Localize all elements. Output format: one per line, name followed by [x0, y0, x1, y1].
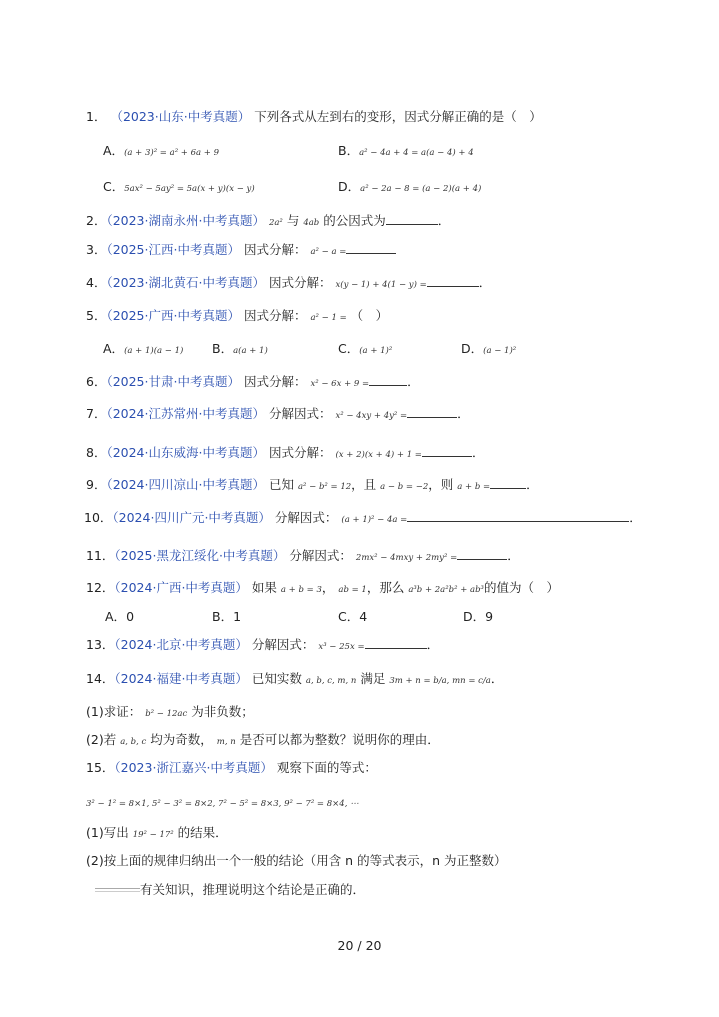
question-14-part-2: (2)若 a, b, c 均为奇数， m, n 是否可以都为整数？说明你的理由． [86, 732, 440, 747]
question-6: 6．（2025·甘肃·中考真题） 因式分解： x² − 6x + 9 = ． [86, 374, 420, 389]
question-15: 15．（2023·浙江嘉兴·中考真题） 观察下面的等式： [86, 760, 377, 775]
question-7: 7．（2024·江苏常州·中考真题） 分解因式： x² − 4xy + 4y² = ． [86, 406, 470, 421]
question-14: 14．（2024·福建·中考真题） 已知实数 a, b, c, m, n 满足 3m + n = b/a, mn = c/a． [86, 671, 504, 686]
question-10: 10．（2024·四川广元·中考真题） 分解因式： (a + 1)² − 4a = ． [84, 510, 642, 525]
answer-blank[interactable] [407, 405, 457, 418]
option-a: A．(a + 3)² = a² + 6a + 9 [103, 143, 220, 158]
question-12: 12．（2024·广西·中考真题） 如果 a + b = 3， ab = 1，那么 a³b + 2a²b² + ab³的值为（ ） [86, 580, 559, 595]
option-b: B．1 [212, 609, 242, 624]
answer-blank[interactable] [407, 509, 629, 522]
option-c: C．4 [338, 609, 368, 624]
option-d: D．(a − 1)² [461, 341, 517, 356]
option-b: B．a² − 4a + 4 = a(a − 4) + 4 [338, 143, 474, 158]
answer-blank[interactable] [365, 636, 427, 649]
question-source: （2023·山东·中考真题） [110, 109, 251, 124]
question-9: 9．（2024·四川凉山·中考真题） 已知 a² − b² = 12，且 a − b = −2，则 a + b = ． [86, 477, 539, 492]
question-8: 8．（2024·山东威海·中考真题） 因式分解： (x + 2)(x + 4) + 1 = ． [86, 445, 485, 460]
question-15-part-3: 有关知识，推理说明这个结论是正确的． [140, 882, 366, 897]
question-1 [86, 108, 542, 126]
scan-artifact [95, 888, 140, 892]
answer-blank[interactable] [386, 212, 438, 225]
answer-blank[interactable] [369, 373, 407, 386]
answer-blank[interactable] [457, 547, 507, 560]
answer-blank[interactable] [490, 476, 526, 489]
option-b: B．a(a + 1) [212, 341, 268, 356]
option-d: D．9 [463, 609, 494, 624]
question-2: 2．（2023·湖南永州·中考真题） 2a² 与 4ab 的公因式为 ． [86, 213, 451, 228]
question-15-formula: 3² − 1² = 8×1, 5² − 3² = 8×2, 7² − 5² = 8×3, 9² − 7² = 8×4, ⋯ [86, 799, 359, 809]
question-11: 11．（2025·黑龙江绥化·中考真题） 分解因式： 2mx² − 4mxy + 2my² = ． [86, 548, 520, 563]
answer-blank[interactable] [346, 241, 396, 254]
option-c: C．(a + 1)² [338, 341, 393, 356]
answer-blank[interactable] [427, 274, 479, 287]
question-number: 1． [86, 109, 107, 124]
option-a: A．0 [105, 609, 135, 624]
question-14-part-1: (1)求证： b² − 12ac 为非负数； [86, 704, 254, 719]
question-13: 13．（2024·北京·中考真题） 分解因式： x³ − 25x = ． [86, 637, 440, 652]
page-number: 20 / 20 [337, 938, 382, 953]
question-text: 下列各式从左到右的变形，因式分解正确的是（ ） [254, 109, 542, 124]
question-4: 4．（2023·湖北黄石·中考真题） 因式分解： x(y − 1) + 4(1 − y) = ． [86, 275, 492, 290]
option-d: D．a² − 2a − 8 = (a − 2)(a + 4) [338, 179, 482, 194]
question-3: 3．（2025·江西·中考真题） 因式分解： a² − a = [86, 241, 396, 261]
option-a: A．(a + 1)(a − 1) [103, 341, 184, 356]
question-15-part-2: (2)按上面的规律归纳出一个一般的结论（用含 n 的等式表示，n 为正整数） [86, 853, 507, 868]
question-5: 5．（2025·广西·中考真题） 因式分解： a² − 1 = （ ） [86, 308, 389, 323]
option-c: C．5ax² − 5ay² = 5a(x + y)(x − y) [103, 179, 255, 194]
answer-blank[interactable] [422, 444, 472, 457]
question-15-part-1: (1)写出 19² − 17² 的结果． [86, 825, 228, 840]
